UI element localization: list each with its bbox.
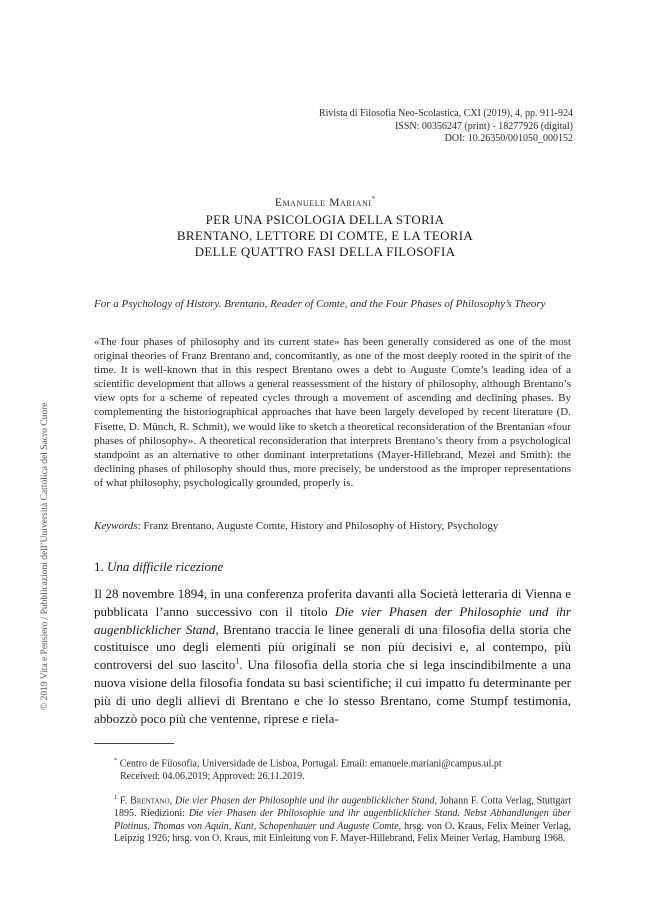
author-footnote-marker[interactable]: *	[371, 195, 376, 203]
journal-issn: ISSN: 00356247 (print) - 18277926 (digital)	[394, 120, 573, 132]
section-title: Una difficile ricezione	[107, 559, 224, 574]
journal-doi[interactable]: DOI: 10.26350/001050_000152	[444, 133, 573, 144]
title-line-3: DELLE QUATTRO FASI DELLA FILOSOFIA	[194, 244, 456, 259]
footnote-star-affiliation: Centro de Filosofia, Universidade de Lisboa, Portugal. Email: emanuele.mariani@campus.ul.pt	[117, 758, 502, 770]
author-line	[0, 195, 650, 209]
body-work-title: Die vier Phasen der Philosophie und ihr augenblicklicher Stand	[94, 603, 571, 637]
keywords-text: : Franz Brentano, Auguste Comte, History and Philosophy of History, Psychology	[137, 520, 499, 532]
footnote-1-work-1: Die vier Phasen der Philosophie und ihr augenblicklicher Stand	[174, 795, 435, 807]
section-heading	[94, 559, 223, 575]
body-paragraph	[94, 585, 571, 727]
footnote-1	[114, 792, 571, 846]
keywords	[94, 519, 571, 533]
footnote-author	[114, 755, 571, 783]
journal-header	[319, 108, 573, 146]
author-name: Emanuele Mariani	[274, 196, 372, 209]
footnote-1-text-2: , hrsg. von O. Kraus, Felix Meiner Verlag, Leipzig 1926; hrsg. von O. Kraus, mit Einleitung von F. Mayer-Hillebrand, Felix Meiner Verlag, Hamburg 1968.	[114, 820, 571, 845]
section-number: 1.	[94, 559, 107, 574]
body-text-part-3: . Una filosofia della storia che si lega inscindibilmente a una nuova visione della filosofia fondata su basi scientifiche; il cui impatto fu determinante per più di uno degli allievi di Brentano e che lo stesso Brentano, come Stumpf testimonia, abbozzò poco più che ventenne, riprese e riela-	[94, 657, 571, 726]
footnote-separator	[94, 743, 174, 744]
footnote-star-marker: *	[114, 757, 118, 764]
abstract: «The four phases of philosophy and its current state» has been generally considered as one of the most original theories of Franz Brentano and, concomitantly, as one of the most deeply rooted in the spirit of the time. It is well-known that in this respect Brentano owes a debt to Auguste Comte’s leading idea of a scientific development that allows a general reassessment of the history of philosophy, although Brentano’s view opts for a scheme of repeated cycles through a movement of ascending and declining phases. By complementing the historiographical approaches that have been largely developed by recent literature (D. Fisette, D. Münch, R. Schmit), we would like to sketch a theoretical reconsideration of the Brentanian «four phases of philosophy». A theoretical reconsideration that interprets Brentano’s theory from a psychological standpoint as an alternative to other dominant interpretations (Mayer-Hillebrand, Mezei and Smith): the declining phases of philosophy should thus, more precisely, be understood as the improper representations of what philosophy, psychologically grounded, properly is.	[94, 336, 571, 489]
english-title: For a Psychology of History. Brentano, Reader of Comte, and the Four Phases of Philosophy’s Theory	[94, 298, 546, 310]
footnote-star-dates: Received: 04.06.2019; Approved: 26.11.2019.	[120, 770, 305, 782]
footnote-reference-1[interactable]: 1	[235, 656, 240, 666]
footnote-1-work-2: Die vier Phasen der Philosophie und ihr augenblicklicher Stand. Nebst Abhandlungen über Plotinus, Thomas von Aquin, Kant, Schopenhauer und Auguste Comte	[114, 807, 571, 832]
footnote-1-marker: 1	[114, 794, 118, 801]
footnote-1-text-1: , Johann F. Cotta Verlag, Stuttgart 1895. Riedizioni:	[114, 795, 572, 819]
keywords-label: Keywords	[94, 520, 138, 532]
title-line-1: PER UNA PSICOLOGIA DELLA STORIA	[205, 212, 445, 227]
article-title	[0, 212, 650, 260]
journal-citation: Rivista di Filosofia Neo-Scolastica, CXI (2019), 4, pp. 911-924	[318, 108, 573, 119]
body-text-part-2: , Brentano traccia le linee generali di una filosofia della storia che costituisce uno degli elementi più originali se non più decisivi e, al contempo, più controversi del suo lascito	[94, 621, 571, 673]
copyright-text: © 2019 Vita e Pensiero / Pubblicazioni dell’Università Cattolica del Sacro Cuore	[40, 402, 50, 710]
footnote-1-author: F. Brentano	[120, 795, 170, 807]
title-line-2: BRENTANO, LETTORE DI COMTE, E LA TEORIA	[176, 228, 474, 243]
footnote-1-separator: ,	[169, 795, 175, 807]
body-text-part-1: Il 28 novembre 1894, in una conferenza proferita davanti alla Società letteraria di Vienna e pubblicata l’anno successivo con il titolo	[94, 586, 571, 619]
